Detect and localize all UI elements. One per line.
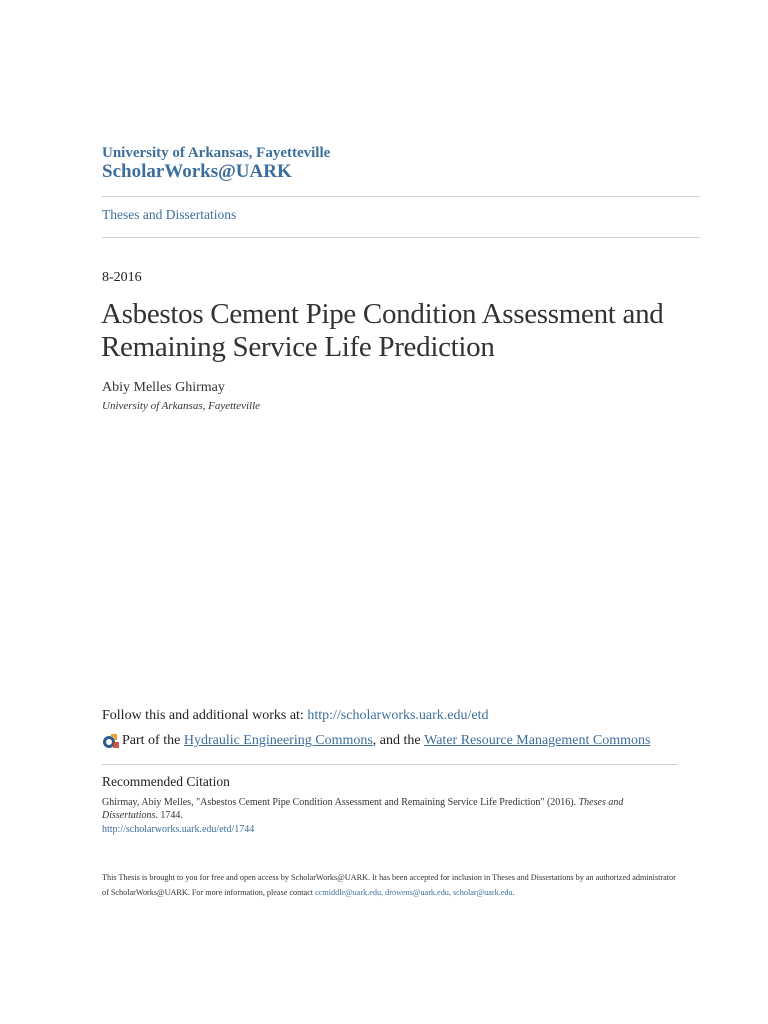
divider — [102, 196, 700, 197]
citation-text — [102, 796, 662, 822]
citation-number: . 1744. — [155, 810, 183, 821]
follow-prefix: Follow this and additional works at: — [102, 708, 308, 723]
citation-url-link[interactable]: http://scholarworks.uark.edu/etd/1744 — [102, 824, 255, 835]
follow-line — [102, 708, 489, 724]
divider — [102, 764, 678, 765]
access-notice — [102, 870, 682, 900]
contact-emails-link[interactable]: ccmiddle@uark.edu, drowens@uark.edu, scholar@uark.edu — [315, 888, 513, 897]
bepress-commons-icon — [102, 732, 120, 750]
repository-name-link[interactable]: ScholarWorks@UARK — [102, 161, 292, 182]
part-of-line — [102, 732, 650, 750]
part-of-prefix: Part of the — [122, 733, 184, 748]
author-name: Abiy Melles Ghirmay — [102, 380, 225, 395]
hydraulic-engineering-commons-link[interactable]: Hydraulic Engineering Commons — [183, 733, 373, 748]
part-of-middle: , and the — [372, 733, 425, 748]
document-title: Asbestos Cement Pipe Condition Assessment and Remaining Service Life Prediction — [101, 298, 664, 363]
notice-end: . — [512, 888, 515, 897]
divider — [102, 237, 700, 238]
author-affiliation: University of Arkansas, Fayetteville — [102, 400, 261, 412]
university-name: University of Arkansas, Fayetteville — [102, 145, 331, 161]
notice-body: This Thesis is brought to you for free and open access by ScholarWorks@UARK. It has been accepted for inclusion in Theses and Dissertations by an authorized administrator of ScholarWorks@UARK. For more information, please contact — [102, 873, 676, 897]
citation-body: Ghirmay, Abiy Melles, "Asbestos Cement Pipe Condition Assessment and Remaining Service Life Prediction" (2016). — [102, 797, 579, 808]
citation-heading: Recommended Citation — [102, 774, 230, 789]
publication-date: 8-2016 — [102, 270, 142, 285]
series-link[interactable]: Theses and Dissertations — [102, 207, 237, 222]
water-resource-management-commons-link[interactable]: Water Resource Management Commons — [424, 733, 651, 748]
citation-journal: Theses and Dissertations — [102, 797, 624, 821]
follow-url-link[interactable]: http://scholarworks.uark.edu/etd — [307, 708, 489, 723]
